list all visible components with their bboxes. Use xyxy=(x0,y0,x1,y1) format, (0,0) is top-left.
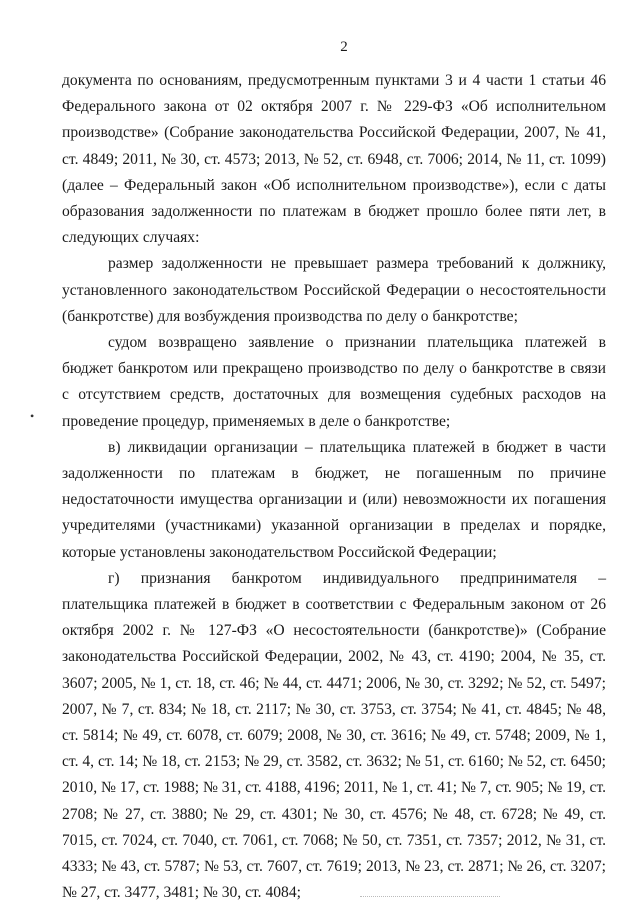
scan-artifact xyxy=(360,896,500,899)
margin-mark: • xyxy=(30,409,35,423)
paragraph-debt-threshold: размер задолженности не превышает размера требований к должнику, установленного законодательством Российской Федерации о несостоятельности (банкротстве) для возбуждения производства по делу о банкротстве; xyxy=(62,255,606,325)
paragraph-liquidation: в) ликвидации организации – плательщика платежей в бюджет в части задолженности по платежам в бюджет, не погашенным по причине недостаточности имущества организации и (или) невозможности их погашения учредителями (участниками) указанной организации в пределах и порядке, которые установлены законодательством Российской Федерации; xyxy=(62,438,606,561)
paragraph-bankruptcy: г) признания банкротом индивидуального предпринимателя – плательщика платежей в бюджет в соответствии с Федеральным законом от 26 октября 2002 г. № 127-ФЗ «О несостоятельности (банкротстве)» (Собрание законодательства Российской Федерации, 2002, № 43, ст. 4190; 2004, № 35, ст. 3607; 2005, № 1, ст. 18, ст. 46; № 44, ст. 4471; 2006, № 30, ст. 3292; № 52, ст. 5497; 2007, № 7, ст. 834; № 18, ст. 2117; № 30, ст. 3753, ст. 3754; № 41, ст. 4845; № 48, ст. 5814; № 49, ст. 6078, ст. 6079; 2008, № 30, ст. 3616; № 49, ст. 5748; 2009, № 1, ст. 4, ст. 14; № 18, ст. 2153; № 29, ст. 3582, ст. 3632; № 51, ст. 6160; № 52, ст. 6450; 2010, № 17, ст. 1988; № 31, ст. 4188, 4196; 2011, № 1, ст. 41; № 7, ст. 905; № 19, ст. 2708; № 27, ст. 3880; № 29, ст. 4301; № 30, ст. 4576; № 48, ст. 6728; № 49, ст. 7015, ст. 7024, ст. 7040, ст. 7061, ст. 7068; № 50, ст. 7351, ст. 7357; 2012, № 31, ст. 4333; № 43, ст. 5787; № 53, ст. 7607, ст. 7619; 2013, № 23, ст. 2871; № 26, ст. 3207; № 27, ст. 3477, 3481; № 30, ст. 4084; xyxy=(62,569,606,902)
paragraph-continuation: документа по основаниям, предусмотренным пунктами 3 и 4 части 1 статьи 46 Федерального закона от 02 октября 2007 г. № 229-ФЗ «Об исполнительном производстве» (Собрание законодательства Российской Федерации, 2007, № 41, ст. 4849; 2011, № 30, ст. 4573; 2013, № 52, ст. 6948, ст. 7006; 2014, № 11, ст. 1099) (далее – Федеральный закон «Об исполнительном производстве»), если с даты образования задолженности по платежам в бюджет прошло более пяти лет, в следующих случаях: xyxy=(62,72,606,247)
page-number: 2 xyxy=(340,39,348,55)
paragraph-court-returned: судом возвращено заявление о признании плательщика платежей в бюджет банкротом или прекращено производство по делу о банкротстве в связи с отсутствием средств, достаточных для возмещения судебных расходов на проведение процедур, применяемых в деле о банкротстве; xyxy=(62,334,606,430)
